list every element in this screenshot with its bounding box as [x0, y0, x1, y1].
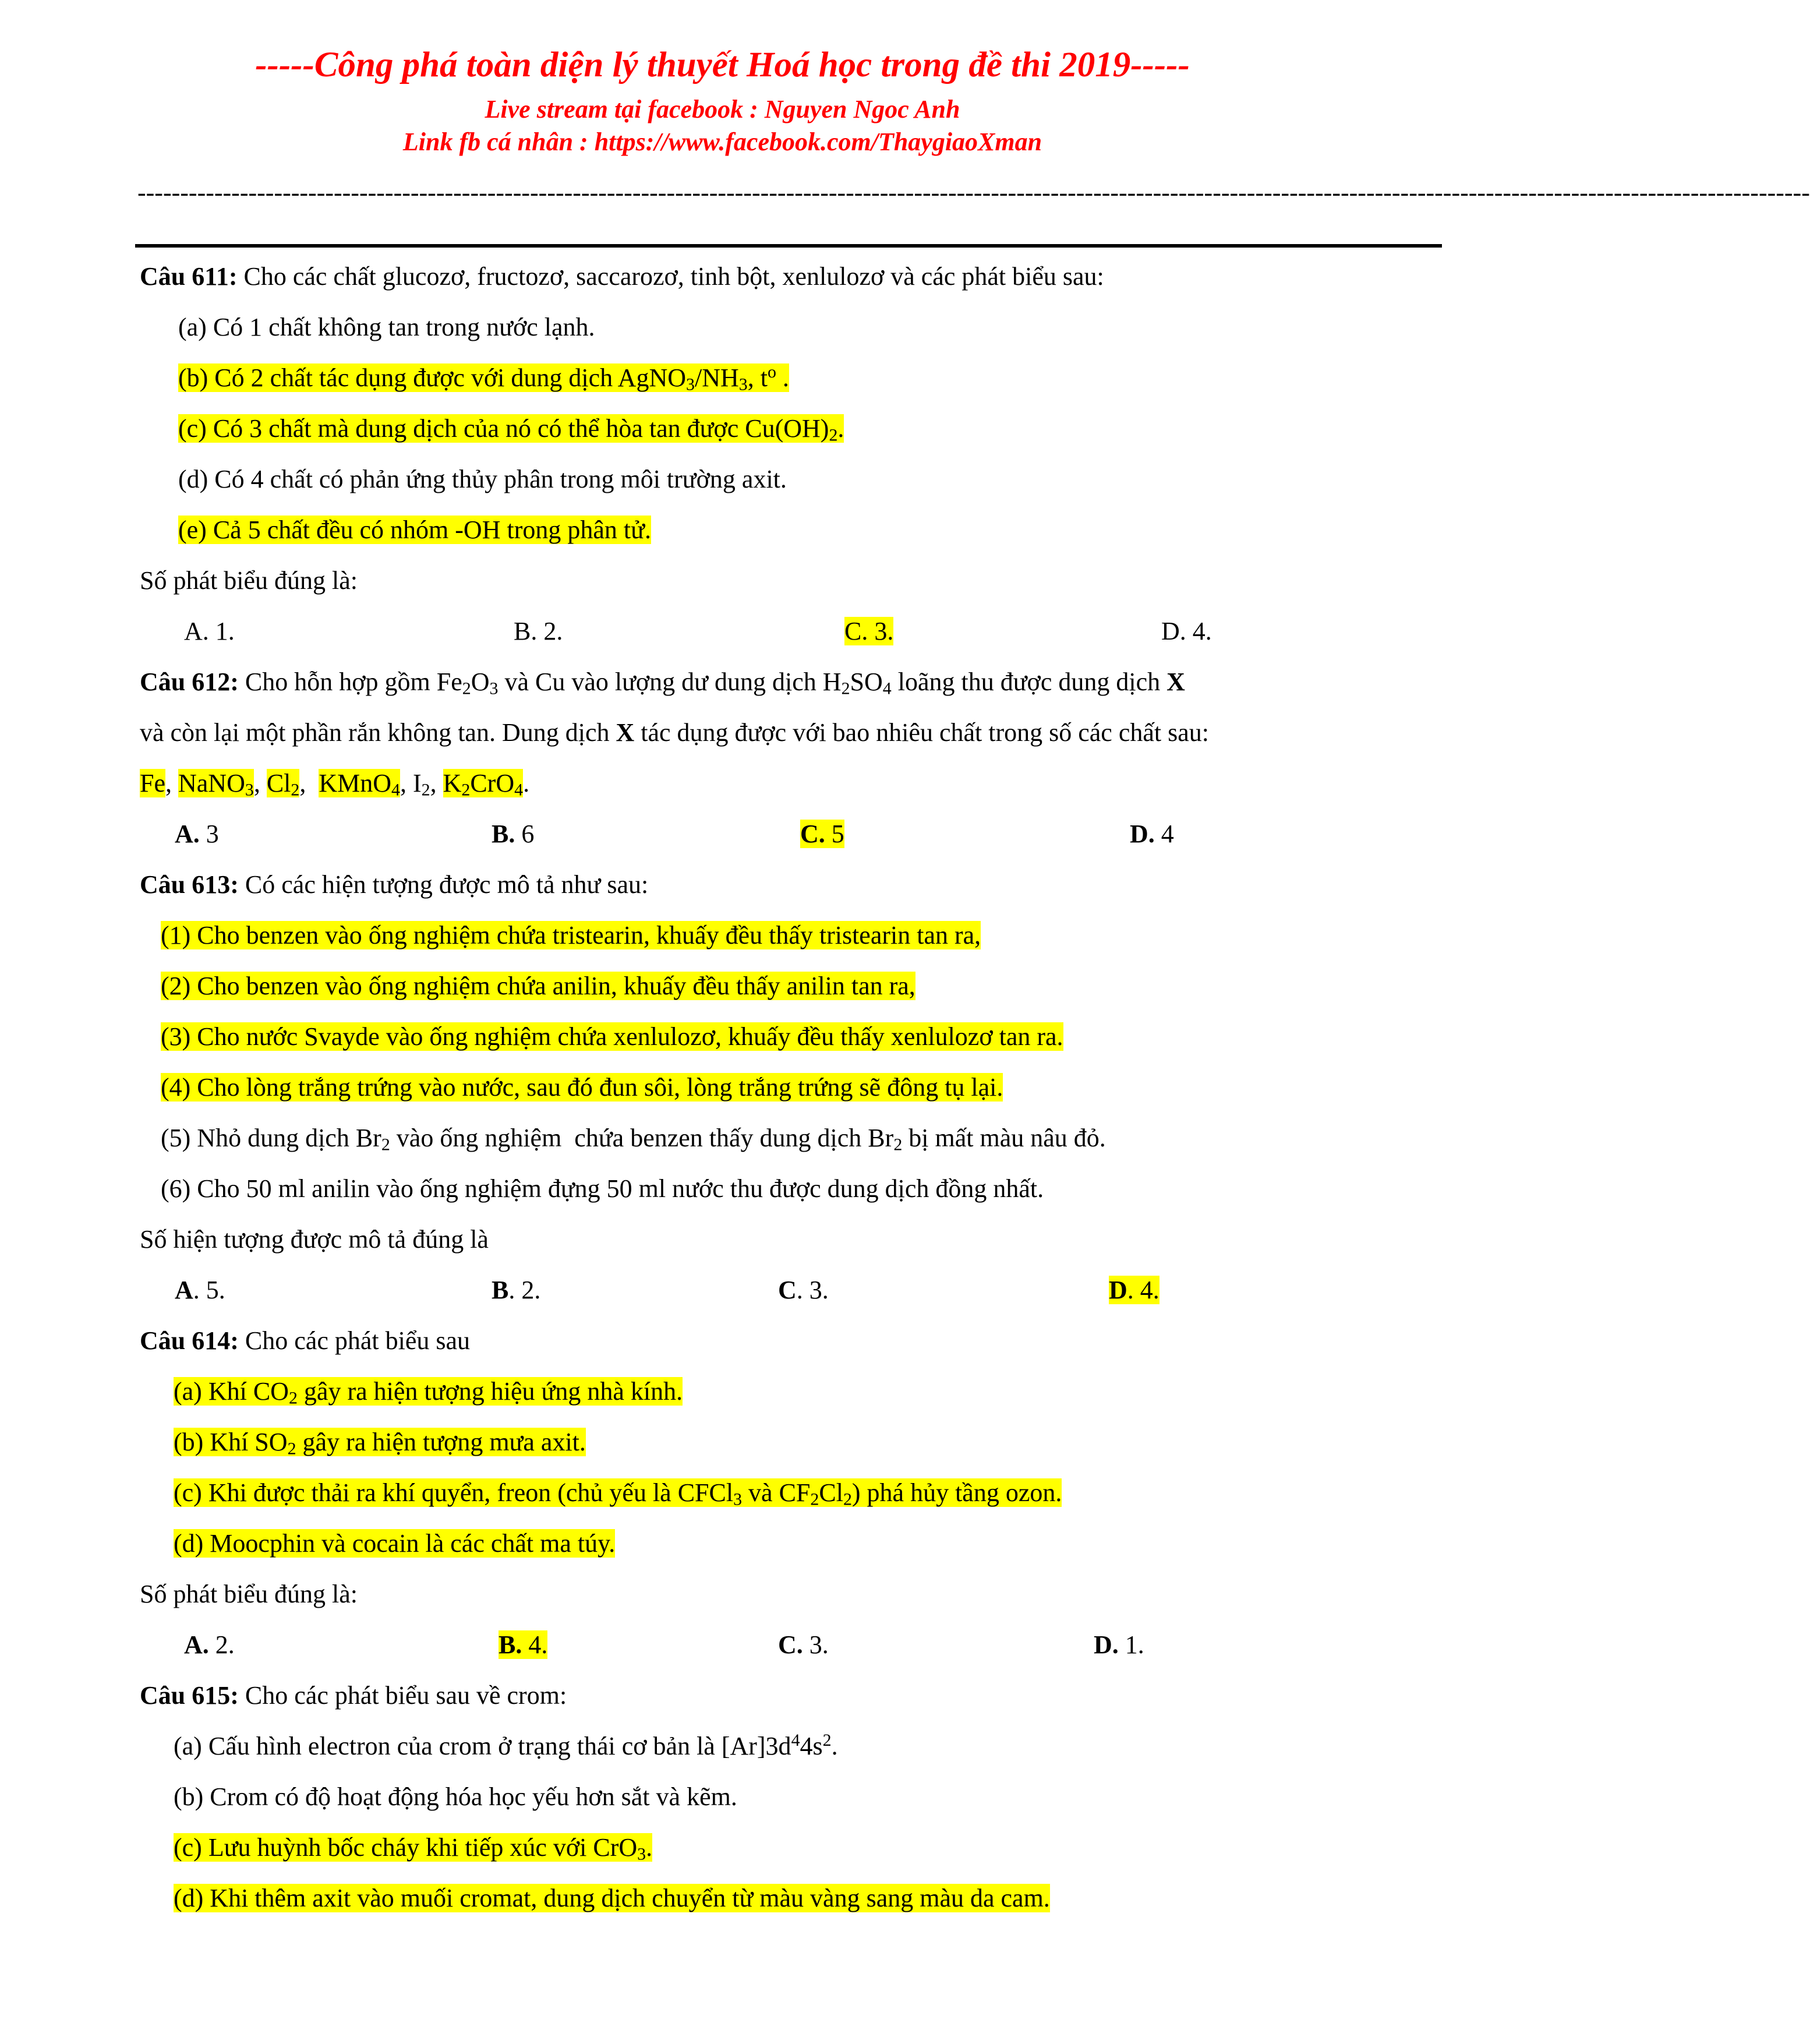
q612-solution-x-2: X [616, 718, 635, 747]
q612-substance-i2: $I_2$ [412, 769, 430, 800]
q614-option-c-value: 3. [809, 1630, 829, 1659]
q615-statement-a: (a) Cấu hình electron của crom ở trạng thái cơ bản là $[Ar]3d^44s^2$. [174, 1731, 838, 1760]
q613-option-b-value: . 2. [508, 1276, 541, 1304]
q612-substance-kmno4: KMnO$_4$ [319, 769, 400, 800]
q611-option-c[interactable] [844, 615, 893, 648]
q614-statement-b [174, 1426, 586, 1459]
q612-solution-x: X [1166, 668, 1185, 696]
q611-number: Câu 611: [140, 262, 238, 291]
q612-line-2-text-a: và còn lại một phần rắn không tan. Dung dịch [140, 718, 610, 747]
q614-statement-c [174, 1477, 1062, 1509]
q611-prompt: Cho các chất glucozơ, fructozơ, saccarozơ, tinh bột, xenlulozơ và các phát biểu sau: [243, 262, 1104, 291]
q611-option-a[interactable]: A. 1. [184, 617, 235, 645]
q614-prompt-line [140, 1325, 470, 1357]
q612-line-1-text: Cho hỗn hợp gồm $Fe_2O_3$ và Cu vào lượng dư dung dịch $H_2SO_4$ loãng thu được dung dịch [245, 668, 1161, 698]
q613-statement-6: (6) Cho 50 ml anilin vào ống nghiệm đựng 50 ml nước thu được dung dịch đồng nhất. [161, 1174, 1044, 1203]
q611-statement-d: (d) Có 4 chất có phản ứng thủy phân trong môi trường axit. [178, 465, 787, 493]
q613-option-a[interactable] [175, 1274, 225, 1307]
q614-option-b-letter: B. [499, 1630, 522, 1659]
q614-option-b-value: 4. [528, 1630, 548, 1659]
q612-option-b-value: 6 [521, 820, 535, 848]
q613-statement-3 [161, 1021, 1063, 1053]
q614-number: Câu 614: [140, 1326, 239, 1355]
q611-option-c-text: C. 3. [844, 617, 894, 645]
dashed-separator: ---------------------------------------------------------------------------------------------------------------------------------------------------------------------------------------------------- [137, 178, 1810, 207]
q612-option-c[interactable] [800, 818, 844, 850]
q613-statement-4-text: (4) Cho lòng trắng trứng vào nước, sau đó đun sôi, lòng trắng trứng sẽ đông tụ lại. [161, 1073, 1003, 1102]
q613-statement-2-text: (2) Cho benzen vào ống nghiệm chứa anilin, khuấy đều thấy anilin tan ra, [161, 972, 915, 1000]
q614-option-b[interactable] [499, 1629, 547, 1661]
q615-statement-b: (b) Crom có độ hoạt động hóa học yếu hơn sắt và kẽm. [174, 1782, 737, 1811]
q611-question: Số phát biểu đúng là: [140, 566, 358, 595]
q612-line-1 [140, 666, 1185, 698]
q612-line-2 [140, 716, 1209, 749]
q615-prompt-line [140, 1679, 567, 1712]
q613-option-d-letter: D [1109, 1276, 1127, 1304]
q614-statement-c-text: (c) Khi được thải ra khí quyển, freon (chủ yếu là CFCl$_3$ và $CF_2Cl_2$) phá hủy tầng ozon. [174, 1478, 1062, 1509]
q613-option-d-text [1109, 1276, 1159, 1304]
q613-statement-4 [161, 1071, 1003, 1104]
q611-statement-e-text: (e) Cả 5 chất đều có nhóm -OH trong phân tử. [178, 516, 651, 544]
q611-prompt-line [140, 260, 1104, 293]
q612-number: Câu 612: [140, 668, 239, 696]
q612-substance-nano3: NaNO$_3$ [178, 769, 254, 800]
q611-option-b[interactable]: B. 2. [514, 617, 563, 645]
q613-statement-3-text: (3) Cho nước Svayde vào ống nghiệm chứa xenlulozơ, khuấy đều thấy xenlulozơ tan ra. [161, 1022, 1063, 1051]
q612-option-d-letter: D. [1130, 820, 1155, 848]
q614-statement-a [174, 1375, 683, 1408]
q613-option-a-value: . 5. [193, 1276, 225, 1304]
q614-statement-d [174, 1527, 615, 1560]
q611-option-d[interactable]: D. 4. [1161, 617, 1212, 645]
q612-substances: Fe, NaNO$_3$, $Cl_2$, KMnO$_4$, $I_2$, $K_2CrO_4$. [140, 769, 530, 800]
q612-option-d-value: 4 [1161, 820, 1174, 848]
q613-prompt: Có các hiện tượng được mô tả như sau: [245, 870, 649, 899]
q614-option-b-text [499, 1630, 547, 1659]
q615-statement-d [174, 1882, 1050, 1915]
q614-statement-b-text: (b) Khí $SO_2$ gây ra hiện tượng mưa axit. [174, 1428, 586, 1459]
q613-option-d[interactable] [1109, 1274, 1159, 1307]
q611-statement-c [178, 412, 844, 445]
q614-option-a[interactable] [184, 1629, 235, 1661]
q613-prompt-line [140, 869, 648, 901]
q613-option-d-value: . 4. [1127, 1276, 1159, 1304]
q613-option-c[interactable] [778, 1274, 829, 1307]
q613-statement-2 [161, 970, 915, 1002]
q613-number: Câu 613: [140, 870, 239, 899]
q614-option-d-letter: D. [1094, 1630, 1119, 1659]
q613-option-b-letter: B [492, 1276, 509, 1304]
q614-option-d-value: 1. [1125, 1630, 1144, 1659]
q611-statement-c-text: (c) Có 3 chất mà dung dịch của nó có thể hòa tan được $Cu(OH)_2$. [178, 414, 844, 445]
q611-statement-e [178, 514, 651, 546]
horizontal-rule [135, 244, 1442, 248]
q614-statement-a-text: (a) Khí $CO_2$ gây ra hiện tượng hiệu ứng nhà kính. [174, 1377, 683, 1408]
q615-statement-c [174, 1831, 652, 1864]
q615-number: Câu 615: [140, 1681, 239, 1710]
q613-statement-1-text: (1) Cho benzen vào ống nghiệm chứa tristearin, khuấy đều thấy tristearin tan ra, [161, 921, 981, 949]
q612-option-a-letter: A. [175, 820, 200, 848]
document-title: -----Công phá toàn diện lý thuyết Hoá học trong đề thi 2019----- [255, 45, 1190, 84]
q611-statement-b-text: (b) Có 2 chất tác dụng được với dung dịch $AgNO_3/NH_3$, $t^o$ . [178, 362, 789, 394]
q614-option-d[interactable] [1094, 1629, 1144, 1661]
q614-option-c[interactable] [778, 1629, 829, 1661]
q614-prompt: Cho các phát biểu sau [245, 1326, 471, 1355]
q613-statement-5: (5) Nhỏ dung dịch $Br_2$ vào ống nghiệm chứa benzen thấy dung dịch $Br_2$ bị mất màu nâu đỏ. [161, 1124, 1106, 1155]
q615-statement-d-text: (d) Khi thêm axit vào muối cromat, dung dịch chuyển từ màu vàng sang màu da cam. [174, 1884, 1050, 1912]
q612-option-a[interactable] [175, 818, 219, 850]
q613-option-c-value: . 3. [796, 1276, 829, 1304]
q613-option-a-letter: A [175, 1276, 193, 1304]
q612-option-c-text [800, 820, 844, 848]
q615-statement-c-text: (c) Lưu huỳnh bốc cháy khi tiếp xúc với CrO$_3$. [174, 1833, 653, 1864]
q612-substance-cl2: $Cl_2$ [266, 769, 300, 800]
q614-option-a-letter: A. [184, 1630, 209, 1659]
q614-question: Số phát biểu đúng là: [140, 1580, 358, 1608]
q615-prompt: Cho các phát biểu sau về crom: [245, 1681, 567, 1710]
q612-option-b-letter: B. [492, 820, 515, 848]
livestream-line: Live stream tại facebook : Nguyen Ngoc Anh [485, 95, 960, 123]
q614-statement-d-text: (d) Moocphin và cocain là các chất ma túy. [174, 1529, 616, 1558]
facebook-link[interactable]: Link fb cá nhân : https://www.facebook.com/ThaygiaoXman [402, 128, 1042, 156]
q612-substance-fe: Fe [140, 769, 165, 797]
q611-statement-a: (a) Có 1 chất không tan trong nước lạnh. [178, 313, 595, 341]
q612-line-2-text-c: tác dụng được với bao nhiêu chất trong số các chất sau: [641, 718, 1209, 747]
q611-statement-b [178, 362, 789, 394]
q613-question: Số hiện tượng được mô tả đúng là [140, 1225, 489, 1254]
q612-substance-k2cro4: $K_2CrO_4$ [443, 769, 524, 800]
q613-option-c-letter: C [778, 1276, 797, 1304]
q612-option-a-value: 3 [206, 820, 219, 848]
q614-option-c-letter: C. [778, 1630, 803, 1659]
q612-option-b[interactable] [492, 818, 534, 850]
q614-option-a-value: 2. [215, 1630, 235, 1659]
q612-option-c-value: 5 [831, 820, 844, 848]
q612-option-c-letter: C. [800, 820, 825, 848]
q613-option-b[interactable] [492, 1274, 540, 1307]
q612-option-d[interactable] [1130, 818, 1174, 850]
q613-statement-1 [161, 919, 981, 952]
